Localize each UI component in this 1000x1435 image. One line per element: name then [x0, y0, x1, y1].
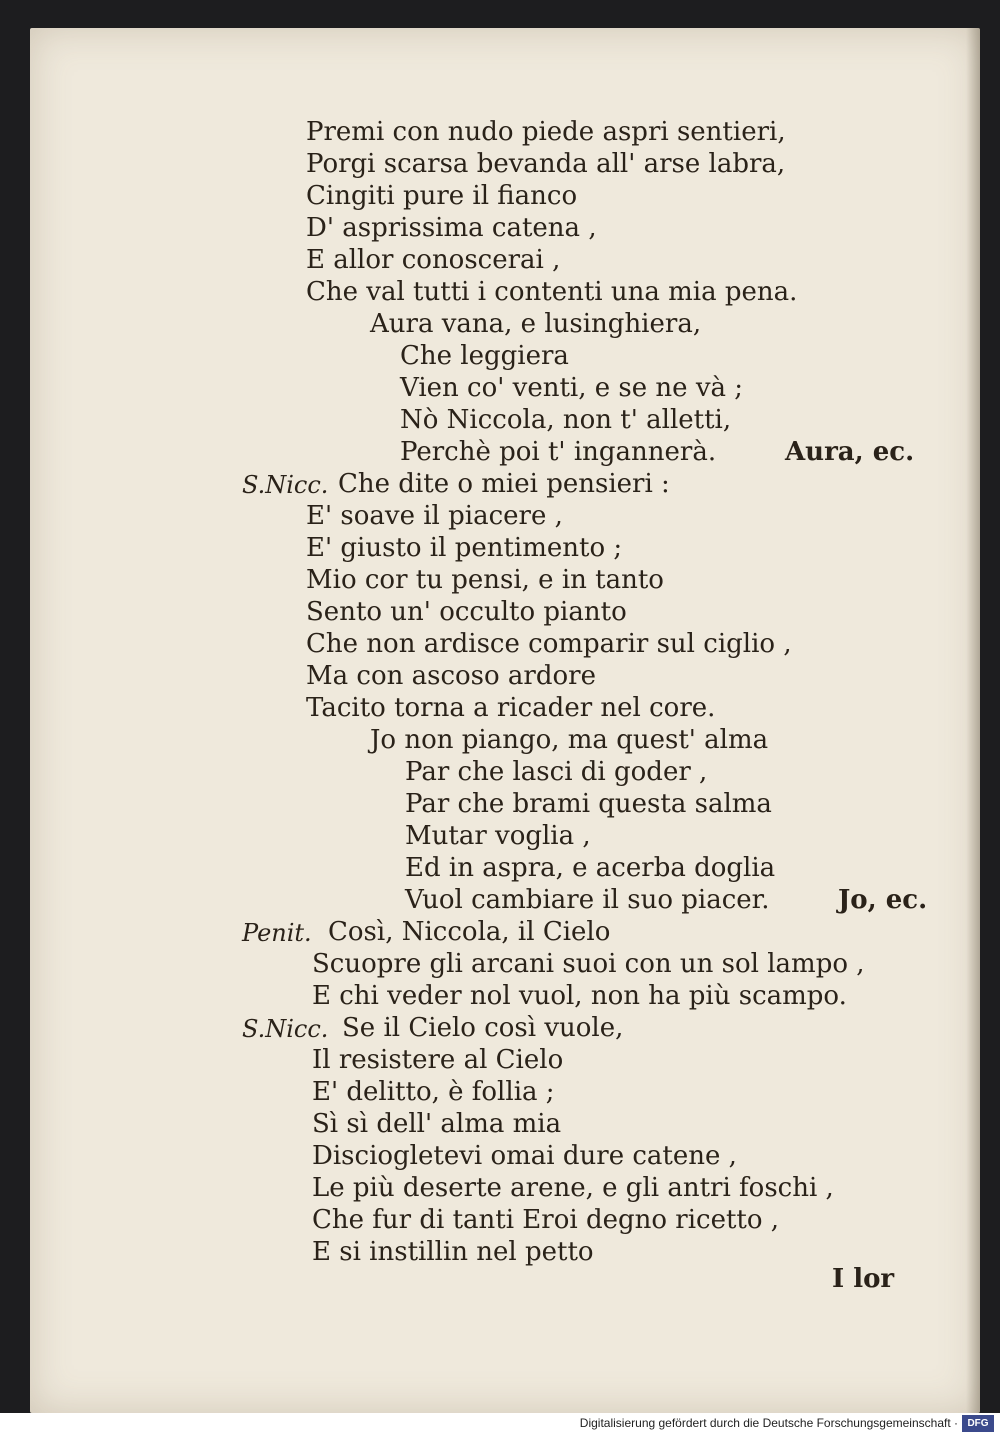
verse-line: Scuopre gli arcani suoi con un sol lampo , [312, 949, 865, 979]
aria-line: Par che brami questa salma [405, 789, 772, 819]
digitization-footer [0, 1413, 1000, 1435]
page-edge-shadow [966, 28, 980, 1413]
book-page [30, 28, 980, 1413]
verse-line: Disciogletevi omai dure catene , [312, 1141, 737, 1171]
verse-line: Che dite o miei pensieri : [338, 469, 670, 499]
verse-line: E si instillin nel petto [312, 1237, 594, 1267]
verse-line: Mio cor tu pensi, e in tanto [306, 565, 664, 595]
aria-line: Vien co' venti, e se ne và ; [400, 373, 744, 403]
verse-line: Il resistere al Cielo [312, 1045, 564, 1075]
verse-line: D' asprissima catena , [306, 213, 597, 243]
aria-line: Nò Niccola, non t' alletti, [400, 405, 732, 435]
da-capo-cue: Jo, ec. [838, 885, 928, 915]
aria-line: Perchè poi t' ingannerà. [400, 437, 717, 467]
verse-line: Che val tutti i contenti una mia pena. [306, 277, 798, 307]
verse-line: Tacito torna a ricader nel core. [306, 693, 716, 723]
verse-line: Porgi scarsa bevanda all' arse labra, [306, 149, 786, 179]
footer-credit: Digitalisierung gefördert durch die Deutsche Forschungsgemeinschaft · [579, 1416, 958, 1430]
aria-line: Ed in aspra, e acerba doglia [405, 853, 776, 883]
verse-line: Ma con ascoso ardore [306, 661, 596, 691]
dfg-logo-icon: DFG [962, 1415, 994, 1432]
verse-line: Sì sì dell' alma mia [312, 1109, 562, 1139]
verse-line: Premi con nudo piede aspri sentieri, [306, 117, 786, 147]
verse-line: E' giusto il pentimento ; [306, 533, 623, 563]
aria-line: Che leggiera [400, 341, 569, 371]
verse-line: Così, Niccola, il Cielo [328, 917, 611, 947]
verse-line: Se il Cielo così vuole, [342, 1013, 624, 1043]
verse-line: Sento un' occulto pianto [306, 597, 627, 627]
verse-line: Che non ardisce comparir sul ciglio , [306, 629, 792, 659]
speaker-label: S.Nicc. [242, 1015, 329, 1043]
verse-line: Le più deserte arene, e gli antri foschi , [312, 1173, 834, 1203]
aria-line: Par che lasci di goder , [405, 757, 708, 787]
aria-line: Aura vana, e lusinghiera, [370, 309, 702, 339]
verse-line: Che fur di tanti Eroi degno ricetto , [312, 1205, 780, 1235]
aria-line: Jo non piango, ma quest' alma [370, 725, 769, 755]
verse-line: E chi veder nol vuol, non ha più scampo. [312, 981, 847, 1011]
speaker-label: S.Nicc. [242, 471, 329, 499]
da-capo-cue: Aura, ec. [785, 437, 915, 467]
verse-line: Cingiti pure il fianco [306, 181, 578, 211]
speaker-label: Penit. [242, 919, 312, 947]
catchword: I lor [832, 1264, 895, 1294]
verse-line: E' soave il piacere , [306, 501, 563, 531]
verse-line: E' delitto, è follia ; [312, 1077, 555, 1107]
aria-line: Mutar voglia , [405, 821, 591, 851]
verse-line: E allor conoscerai , [306, 245, 561, 275]
aria-line: Vuol cambiare il suo piacer. [405, 885, 770, 915]
